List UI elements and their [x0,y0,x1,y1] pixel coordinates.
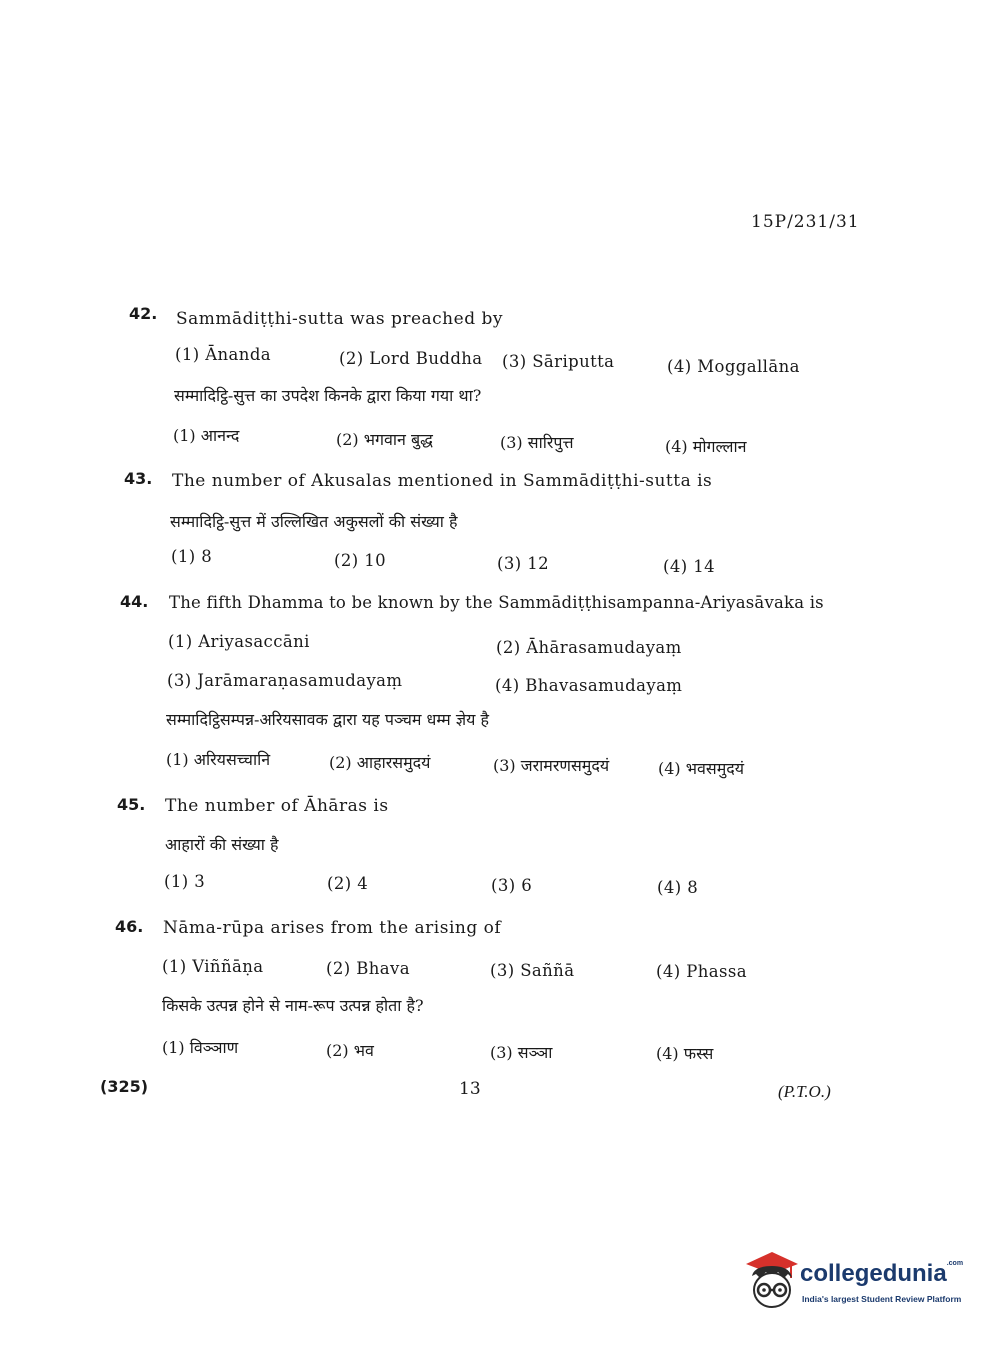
option-en: (4) Moggallāna [667,357,800,376]
option: (4) 8 [657,878,699,897]
option-hi: (1) अरियसच्चानि [166,750,271,769]
question-number: 43. [124,469,153,488]
option: (4) 14 [663,557,716,576]
option-en: (4) Bhavasamudayaṃ [495,676,683,695]
option-hi: (2) भगवान बुद्ध [336,430,433,449]
question-text-en: Sammādiṭṭhi-sutta was preached by [176,309,503,329]
question-text-en: The number of Āhāras is [165,796,389,816]
option-en: (1) Ariyasaccāni [168,632,310,651]
option: (2) 4 [327,874,369,893]
option-hi: (3) सारिपुत्त [500,433,574,452]
collegedunia-logo-icon [742,1250,802,1316]
option-en: (2) Lord Buddha [339,349,483,368]
question-number: 42. [129,304,158,323]
brand-name [800,1260,963,1288]
option-hi: (1) विञ्ञाण [162,1038,239,1057]
footer-booklet-code: (325) [100,1077,149,1096]
paper-code: 15P/231/31 [751,212,860,232]
question-text-hi: सम्मादिट्ठिसम्पन्न-अरियसावक द्वारा यह पञ्चम धम्म ज्ञेय है [166,710,489,729]
option-hi: (4) भवसमुदयं [658,759,745,778]
question-text-en: The fifth Dhamma to be known by the Sammādiṭṭhisampanna-Ariyasāvaka is [169,593,824,612]
option-en: (3) Sāriputta [502,352,615,371]
question-text-hi: सम्मादिट्ठि-सुत्त में उल्लिखित अकुसलों की संख्या है [170,512,458,531]
option: (1) 3 [164,872,206,891]
question-text-hi: आहारों की संख्या है [165,835,279,854]
option-hi: (4) फस्स [656,1044,714,1063]
option-en: (3) Jarāmaraṇasamudayaṃ [167,671,403,690]
option-en: (1) Viññāṇa [162,957,264,976]
page-number: 13 [459,1079,481,1099]
question-number: 46. [115,917,144,936]
option-en: (2) Āhārasamudayaṃ [496,638,682,657]
option: (2) 10 [334,551,387,570]
option: (1) 8 [171,547,213,566]
option-en: (2) Bhava [326,959,410,978]
option-hi: (3) जरामरणसमुदयं [493,756,610,775]
brand-tagline: India's largest Student Review Platform [802,1294,962,1304]
question-text-hi: किसके उत्पन्न होने से नाम-रूप उत्पन्न होता है? [162,996,424,1015]
option: (3) 12 [497,554,550,573]
option-en: (3) Saññā [490,961,575,980]
brand-name-text: collegedunia [800,1260,947,1287]
option-hi: (1) आनन्द [173,426,240,445]
question-text-hi: सम्मादिट्ठि-सुत्त का उपदेश किनके द्वारा किया गया था? [174,386,482,405]
option: (3) 6 [491,876,533,895]
collegedunia-watermark [742,1250,972,1316]
question-number: 44. [120,592,149,611]
option-hi: (2) भव [326,1041,374,1060]
footer-pto: (P.T.O.) [778,1082,831,1101]
option-en: (4) Phassa [656,962,747,981]
option-en: (1) Ānanda [175,345,272,364]
question-text-en: Nāma-rūpa arises from the arising of [163,918,502,938]
option-hi: (3) सञ्ञा [490,1043,553,1062]
brand-suffix: .com [946,1260,964,1267]
question-number: 45. [117,795,146,814]
option-hi: (2) आहारसमुदयं [329,753,431,772]
question-text-en: The number of Akusalas mentioned in Sammādiṭṭhi-sutta is [172,471,713,491]
option-hi: (4) मोगल्लान [665,437,747,456]
